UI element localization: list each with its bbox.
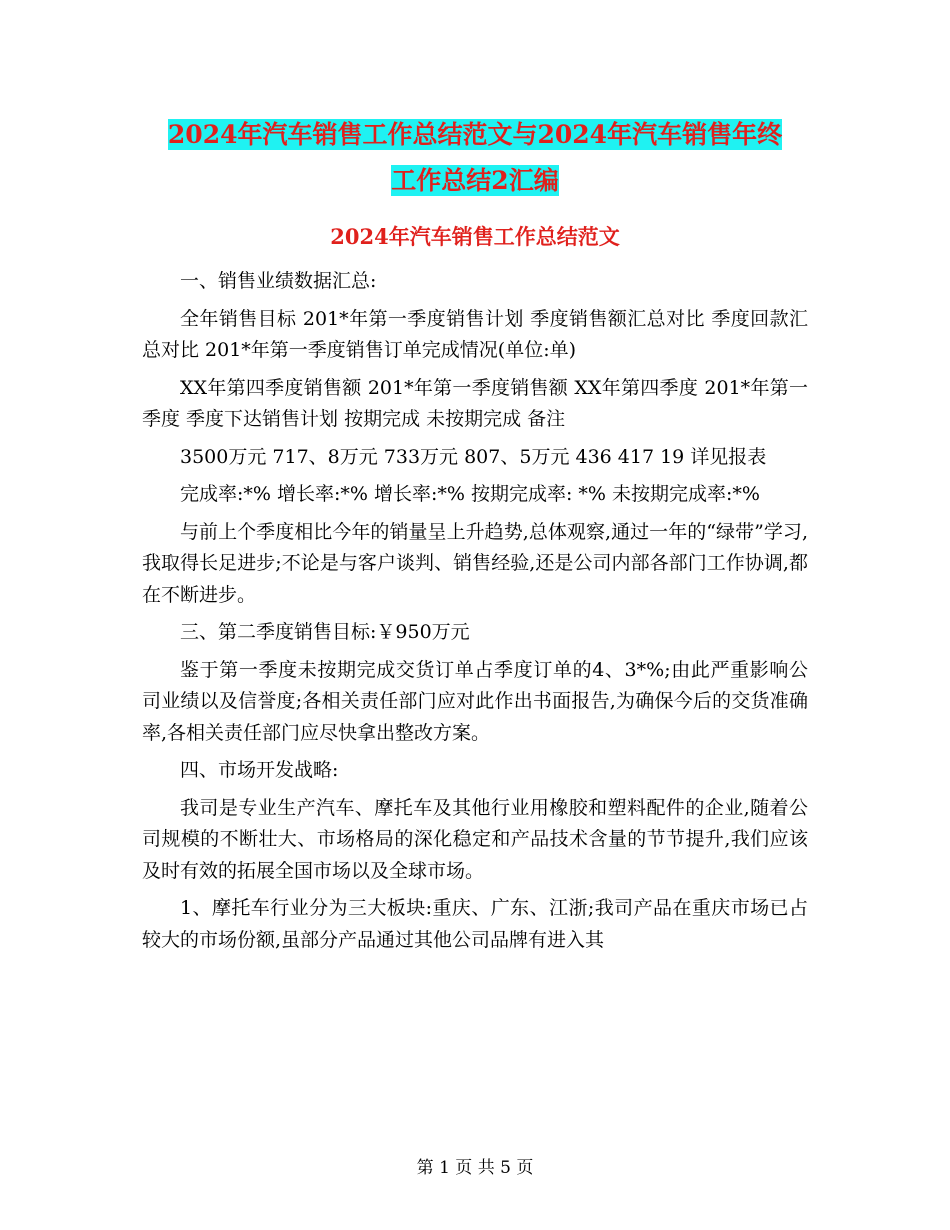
- title-line-1: 2024年汽车销售工作总结范文与2024年汽车销售年终: [167, 120, 783, 149]
- paragraph: 我司是专业生产汽车、摩托车及其他行业用橡胶和塑料配件的企业,随着公司规模的不断壮大、市场格局的深化稳定和产品技术含量的节节提升,我们应该及时有效的拓展全国市场以及全球市场。: [142, 796, 808, 882]
- paragraph: 四、市场开发战略:: [180, 759, 339, 781]
- document-title: [0, 112, 950, 204]
- paragraph: 3500万元 717、8万元 733万元 807、5万元 436 417 19 详见报表: [180, 445, 767, 468]
- paragraph: 一、销售业绩数据汇总:: [180, 270, 377, 292]
- paragraph: 与前上个季度相比今年的销量呈上升趋势,总体观察,通过一年的“绿带”学习,我取得长足进步;不论是与客户谈判、销售经验,还是公司内部各部门工作协调,都在不断进步。: [142, 520, 808, 606]
- paragraph: 1、摩托车行业分为三大板块:重庆、广东、江浙;我司产品在重庆市场已占较大的市场份额,虽部分产品通过其他公司品牌有进入其: [142, 897, 808, 951]
- paragraph: 全年销售目标 201*年第一季度销售计划 季度销售额汇总对比 季度回款汇总对比 201*年第一季度销售订单完成情况(单位:单): [142, 307, 808, 361]
- page-footer: 第 1 页 共 5 页: [416, 1158, 534, 1178]
- title-line-2: 工作总结2汇编: [391, 166, 559, 195]
- paragraph: XX年第四季度销售额 201*年第一季度销售额 XX年第四季度 201*年第一季度 季度下达销售计划 按期完成 未按期完成 备注: [142, 376, 808, 430]
- document-body: [142, 266, 808, 962]
- paragraph: 三、第二季度销售目标:￥950万元: [180, 621, 470, 643]
- paragraph: 鉴于第一季度未按期完成交货订单占季度订单的4、3*%;由此严重影响公司业绩以及信誉度;各相关责任部门应对此作出书面报告,为确保今后的交货准确率,各相关责任部门应尽快拿出整改方案。: [142, 658, 808, 744]
- section-title: 2024年汽车销售工作总结范文: [330, 224, 620, 249]
- paragraph: 完成率:*% 增长率:*% 增长率:*% 按期完成率: *% 未按期完成率:*%: [180, 483, 760, 505]
